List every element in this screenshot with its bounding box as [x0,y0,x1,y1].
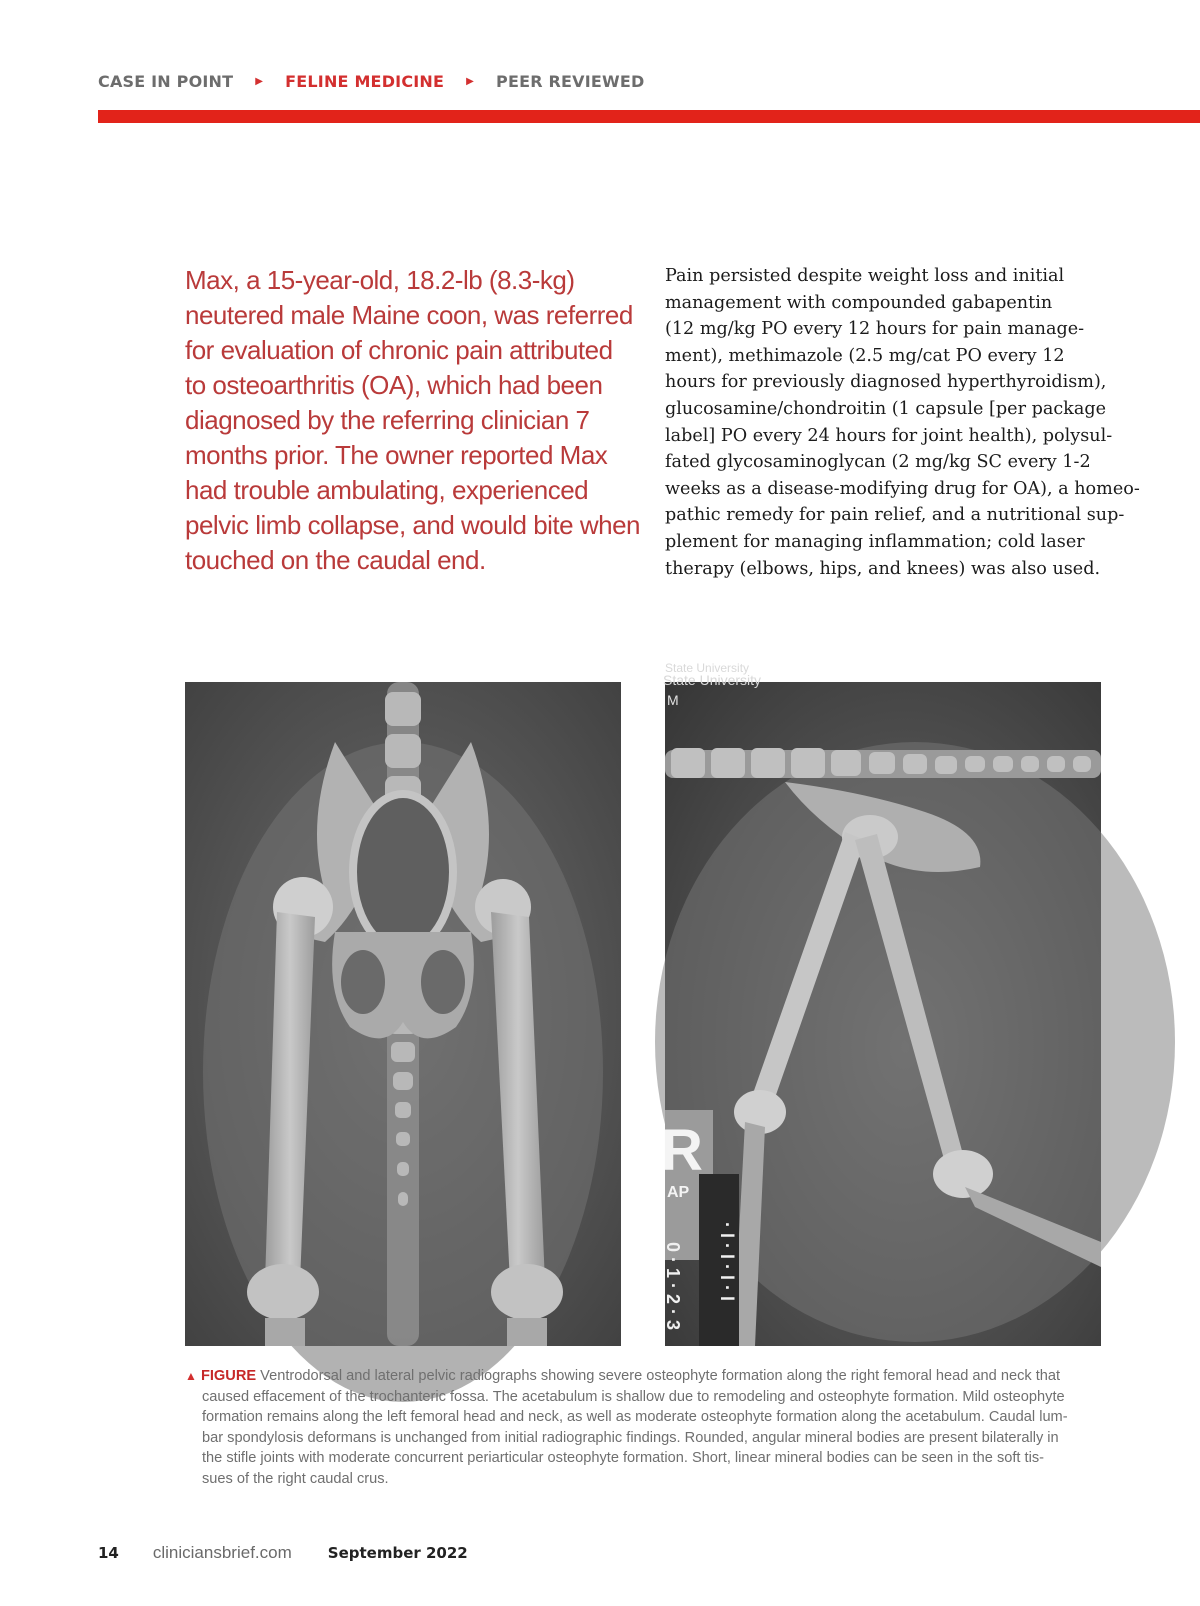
caption-line: formation remains along the left femoral head and neck, as well as moderate osteophyte formation along the acetabulum. Caudal lum- [202,1409,1068,1425]
header-rule [98,110,1200,123]
lead-line: diagnosed by the referring clinician 7 [185,405,590,435]
lead-line: to osteoarthritis (OA), which had been [185,370,603,400]
lead-line: Max, a 15-year-old, 18.2-lb (8.3-kg) [185,265,575,295]
body-line: fated glycosaminoglycan (2 mg/kg SC every 1-2 [665,452,1091,473]
breadcrumb-section: CASE IN POINT [98,71,234,91]
body-line: therapy (elbows, hips, and knees) was also used. [665,558,1101,579]
lead-line: touched on the caudal end. [185,545,486,575]
page-number: 14 [98,1544,119,1562]
side-marker: R [661,1118,703,1183]
issue-date: September 2022 [327,1544,468,1562]
body-line: hours for previously diagnosed hyperthyroidism), [665,372,1107,393]
body-line: label] PO every 24 hours for joint health), polysul- [665,425,1113,446]
lead-paragraph [185,263,640,578]
body-line: (12 mg/kg PO every 12 hours for pain manage- [665,319,1085,340]
page-footer [98,1541,468,1565]
lead-line: pelvic limb collapse, and would bite when [185,510,640,540]
lead-line: neutered male Maine coon, was referred [185,300,633,330]
body-line: glucosamine/chondroitin (1 capsule [per package [665,398,1107,419]
lead-line: for evaluation of chronic pain attributed [185,335,613,365]
ruler-ticks: · l · l · l · l [717,1222,737,1301]
caption-line: caused effacement of the trochanteric fossa. The acetabulum is shallow due to remodeling and osteophyte formation. Mild osteophyte [202,1388,1065,1405]
breadcrumb [98,70,644,92]
body-line: weeks as a disease-modifying drug for OA), a homeo- [665,478,1140,499]
caption-text: Ventrodorsal and lateral pelvic radiographs showing severe osteophyte formation along the right femoral head and neck that [260,1368,1061,1384]
breadcrumb-arrow-icon: ▶ [466,75,475,87]
body-line: plement for managing inflammation; cold laser [665,531,1085,552]
caption-triangle-icon: ▲ [185,1369,197,1383]
caption-line [185,1366,1105,1387]
body-line: management with compounded gabapentin [665,292,1053,313]
corner-marker-text: M [667,692,679,708]
body-paragraph [665,263,1140,582]
caption-line: sues of the right caudal crus. [202,1470,389,1487]
body-line: Pain persisted despite weight loss and initial [665,266,1065,286]
footer-site-link[interactable]: cliniciansbrief.com [152,1543,292,1562]
ventrodorsal-radiograph-image [185,682,621,1346]
lead-line: months prior. The owner reported Max [185,440,608,470]
body-line: pathic remedy for pain relief, and a nutritional sup- [665,505,1125,526]
institution-watermark: State University [665,661,750,675]
body-line: ment), methimazole (2.5 mg/cat PO every 12 [665,345,1065,366]
breadcrumb-label: PEER REVIEWED [496,71,645,91]
lead-line: had trouble ambulating, experienced [185,475,589,505]
ventrodorsal-radiograph [185,682,621,1346]
caption-line: bar spondylosis deformans is unchanged from initial radiographic findings. Rounded, angular mineral bodies are present bilaterally in [202,1429,1059,1446]
figure-caption [185,1366,1105,1489]
breadcrumb-arrow-icon: ▶ [255,75,264,87]
ruler-numbers: 0 · 1 · 2 · 3 [663,1242,683,1331]
institution-watermark-text: State University [663,672,762,688]
breadcrumb-category: FELINE MEDICINE [285,71,445,91]
caption-label: FIGURE [200,1368,257,1384]
caption-line: the stifle joints with moderate concurrent periarticular osteophyte formation. Short, linear mineral bodies can be seen in the soft tis- [202,1450,1044,1466]
lateral-radiograph [661,661,1101,1346]
view-marker: AP [667,1184,690,1201]
